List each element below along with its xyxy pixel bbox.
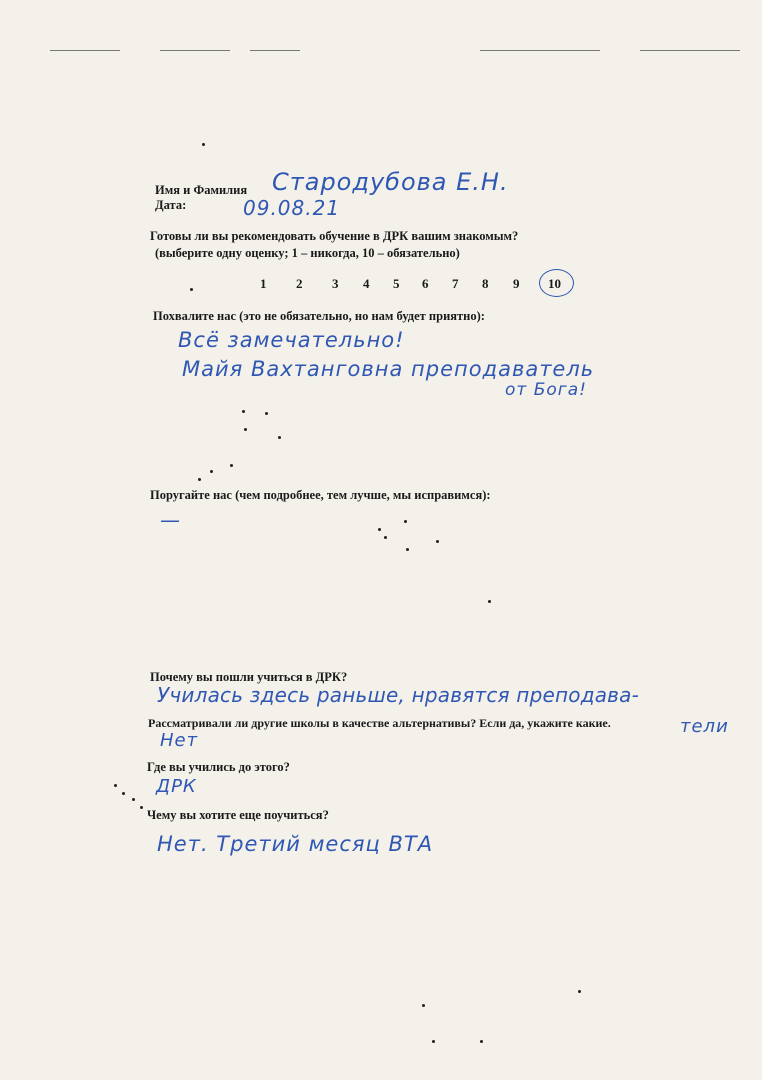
scan-speck: [244, 428, 247, 431]
scale-option-6: 6: [422, 276, 429, 291]
scan-speck: [210, 470, 213, 473]
scan-speck: [230, 464, 233, 467]
scale-option-4: 4: [363, 276, 370, 291]
scan-edge-line: [480, 50, 600, 51]
scan-speck: [198, 478, 201, 481]
recommend-scale: [250, 272, 590, 300]
scan-speck: [480, 1040, 483, 1043]
scan-speck: [404, 520, 407, 523]
date-label: Дата:: [155, 198, 187, 212]
scan-speck: [406, 548, 409, 551]
scan-speck: [378, 528, 381, 531]
why-question: Почему вы пошли учиться в ДРК?: [150, 670, 348, 684]
criticize-answer: —: [160, 508, 181, 532]
before-answer: ДРК: [156, 776, 197, 797]
recommend-hint: (выберите одну оценку; 1 – никогда, 10 – обязательно): [155, 246, 460, 260]
scan-speck: [122, 792, 125, 795]
scan-speck: [422, 1004, 425, 1007]
scale-option-3: 3: [332, 276, 339, 291]
scale-option-5: 5: [393, 276, 400, 291]
alternatives-question: Рассматривали ли другие школы в качестве альтернативы? Если да, укажите какие.: [148, 716, 611, 730]
criticize-question: Поругайте нас (чем подробнее, тем лучше, мы исправимся):: [150, 488, 491, 502]
name-answer: Стародубова Е.Н.: [272, 168, 509, 196]
name-label: Имя и Фамилия: [155, 183, 248, 197]
scan-speck: [578, 990, 581, 993]
why-answer-line1: Училась здесь раньше, нравятся преподава-: [157, 683, 640, 707]
scan-speck: [436, 540, 439, 543]
scan-speck: [140, 806, 143, 809]
scan-edge-line: [250, 50, 300, 51]
praise-answer-line3: от Бога!: [505, 380, 587, 400]
more-answer: Нет. Третий месяц ВТА: [157, 832, 434, 856]
scale-option-1: 1: [260, 276, 267, 291]
scan-speck: [132, 798, 135, 801]
scan-speck: [384, 536, 387, 539]
scan-speck: [114, 784, 117, 787]
date-answer: 09.08.21: [243, 196, 341, 220]
praise-answer-line2: Майя Вахтанговна преподаватель: [182, 357, 595, 381]
selected-score-circle: [539, 269, 574, 297]
more-question: Чему вы хотите еще поучиться?: [147, 808, 329, 822]
scale-option-2: 2: [296, 276, 303, 291]
scan-edge-line: [640, 50, 740, 51]
scan-edge-line: [50, 50, 120, 51]
scan-speck: [432, 1040, 435, 1043]
scan-speck: [242, 410, 245, 413]
praise-answer-line1: Всё замечательно!: [178, 328, 405, 352]
scan-speck: [278, 436, 281, 439]
why-answer-line2: тели: [680, 716, 729, 737]
scan-speck: [265, 412, 268, 415]
scale-option-8: 8: [482, 276, 489, 291]
alternatives-answer: Нет: [160, 730, 199, 751]
scale-option-7: 7: [452, 276, 459, 291]
recommend-question: Готовы ли вы рекомендовать обучение в ДРК вашим знакомым?: [150, 229, 519, 243]
praise-question: Похвалите нас (это не обязательно, но нам будет приятно):: [153, 309, 485, 323]
scan-speck: [190, 288, 193, 291]
before-question: Где вы учились до этого?: [147, 760, 290, 774]
scale-option-10: 10: [548, 276, 561, 291]
scan-speck: [488, 600, 491, 603]
scan-speck: [202, 143, 205, 146]
scale-option-9: 9: [513, 276, 520, 291]
scan-edge-line: [160, 50, 230, 51]
